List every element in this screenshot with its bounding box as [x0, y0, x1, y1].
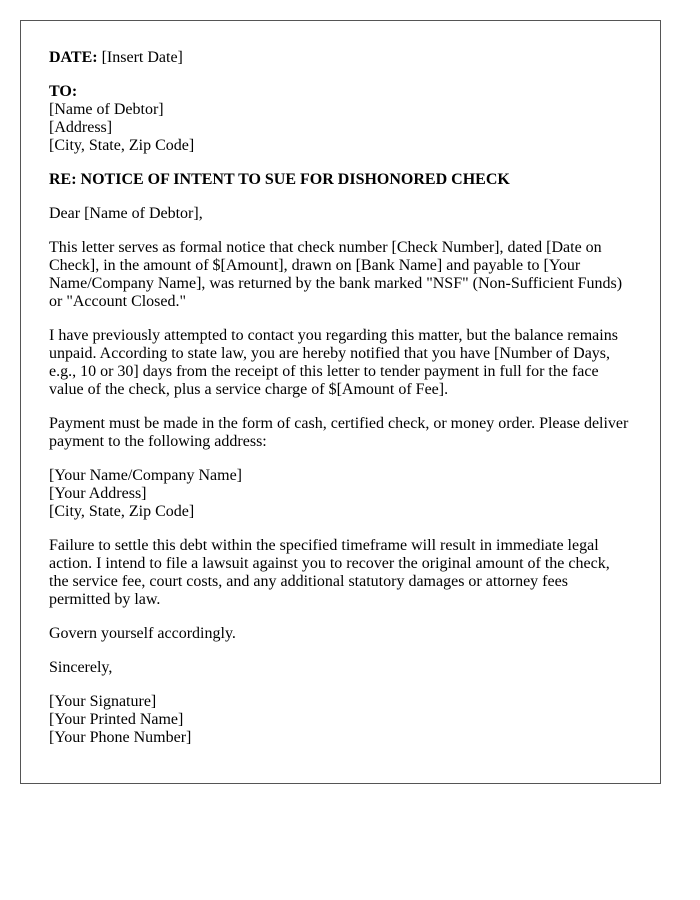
final-line: Govern yourself accordingly. [49, 625, 236, 642]
subject-text: RE: NOTICE OF INTENT TO SUE FOR DISHONORED CHECK [49, 171, 510, 188]
paragraph-payment: Payment must be made in the form of cash, certified check, or money order. Please deliver payment to the following address: [49, 415, 629, 450]
paragraph-deadline: I have previously attempted to contact you regarding this matter, but the balance remains unpaid. According to state law, you are hereby notified that you have [Number of Days, e.g., 10 or 30] days from the receipt of this letter to tender payment in full for the face value of the check, plus a service charge of $[Amount of Fee]. [49, 327, 618, 398]
recipient-city: [City, State, Zip Code] [49, 137, 195, 154]
subject-line [49, 171, 632, 189]
payment-name: [Your Name/Company Name] [49, 467, 243, 484]
date-line [49, 49, 632, 67]
payment-city: [City, State, Zip Code] [49, 503, 195, 520]
payment-address-block [49, 467, 632, 521]
paragraph-consequences: Failure to settle this debt within the specified timeframe will result in immediate legal action. I intend to file a lawsuit against you to recover the original amount of the check, the service fee, court costs, and any additional statutory damages or attorney fees permitted by law. [49, 537, 610, 608]
signature-block [49, 693, 632, 747]
date-label: DATE: [49, 49, 98, 66]
letter [20, 20, 661, 784]
salutation: Dear [Name of Debtor], [49, 205, 203, 222]
recipient-block [49, 83, 632, 155]
paragraph-notice: This letter serves as formal notice that check number [Check Number], dated [Date on Check], in the amount of $[Amount], drawn on [Bank Name] and payable to [Your Name/Company Name], was returned by the bank marked "NSF" (Non-Sufficient Funds) or "Account Closed." [49, 239, 623, 310]
date-value: [Insert Date] [101, 49, 183, 66]
payment-address: [Your Address] [49, 485, 147, 502]
printed-name: [Your Printed Name] [49, 711, 184, 728]
signoff: Sincerely, [49, 659, 113, 676]
recipient-name: [Name of Debtor] [49, 101, 164, 118]
recipient-address: [Address] [49, 119, 113, 136]
phone-number: [Your Phone Number] [49, 729, 192, 746]
signature: [Your Signature] [49, 693, 157, 710]
to-label: TO: [49, 83, 78, 100]
